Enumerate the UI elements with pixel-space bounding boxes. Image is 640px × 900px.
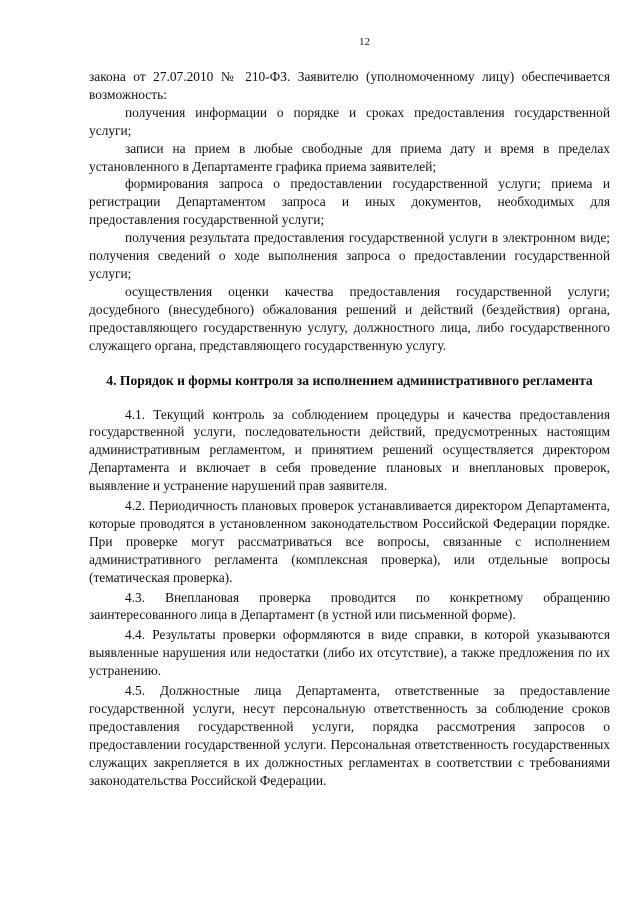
section-heading: 4. Порядок и формы контроля за исполнением административного регламента: [106, 372, 593, 388]
paragraph-item-4-5: 4.5. Должностные лица Департамента, ответственные за предоставление государственной услуги, несут персональную ответственность за соблюдение сроков предоставления государственной услуги, порядка рассмотрения запросов о предоставлении государственной услуги. Персональная ответственность государственных служащих закрепляется в их должностных регламентах в соответствии с требованиями законодательства Российской Федерации.: [89, 683, 610, 788]
paragraph-intro-4: получения результата предоставления государственной услуги в электронном виде; получения сведений о ходе выполнения запроса о предоставлении государственной услуги;: [89, 230, 610, 281]
paragraph-intro-3: формирования запроса о предоставлении государственной услуги; приема и регистрации Департаментом запроса и иных документов, необходимых для предоставления государственной услуги;: [89, 176, 610, 228]
page-number: 12: [359, 36, 370, 48]
paragraph-item-4-4: 4.4. Результаты проверки оформляются в виде справки, в которой указываются выявленные нарушения или недостатки (либо их отсутствие), а также предложения по их устранению.: [89, 627, 610, 679]
paragraph-intro-5: осуществления оценки качества предоставления государственной услуги; досудебного (внесудебного) обжалования решений и действий (бездействия) органа, предоставляющего государственную услугу, должностного лица, либо государственного служащего органа, представляющего государственную услугу.: [89, 283, 610, 353]
paragraph-item-4-2: 4.2. Периодичность плановых проверок устанавливается директором Департамента, которые проводятся в установленном законодательством Российской Федерации порядке. При проверке могут рассматриваться все вопросы, связанные с исполнением административного регламента (комплексная проверка), или отдельные вопросы (тематическая проверка).: [89, 498, 610, 585]
paragraph-intro-2: записи на прием в любые свободные для приема дату и время в пределах установленного в Департаменте графика приема заявителей;: [89, 140, 610, 174]
paragraph-item-4-1: 4.1. Текущий контроль за соблюдением процедуры и качества предоставления государственной услуги, последовательности действий, предусмотренных настоящим административным регламентом, и принятием решений осуществляется директором Департамента и включает в себя проведение плановых и внеплановых проверок, выявление и устранение нарушений прав заявителя.: [89, 406, 610, 494]
paragraph-item-4-3: 4.3. Внеплановая проверка проводится по конкретному обращению заинтересованного лица в Департамент (в устной или письменной форме).: [89, 589, 610, 623]
paragraph-intro-1: получения информации о порядке и сроках предоставления государственной услуги;: [89, 104, 610, 138]
paragraph-intro-0: закона от 27.07.2010 № 210-ФЗ. Заявителю (уполномоченному лицу) обеспечивается возможность:: [89, 69, 610, 102]
